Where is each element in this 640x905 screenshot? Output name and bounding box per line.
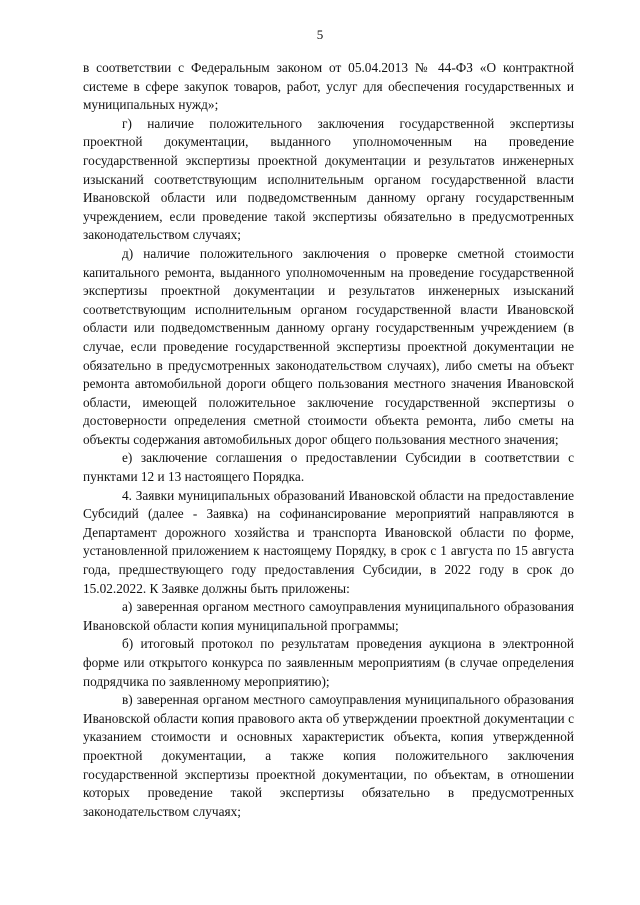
document-body — [83, 59, 574, 821]
paragraph-item-e: е) заключение соглашения о предоставлении Субсидии в соответствии с пунктами 12 и 13 настоящего Порядка. — [83, 450, 574, 485]
paragraph-item-a: а) заверенная органом местного самоуправления муниципального образования Ивановской области копия муниципальной программы; — [83, 599, 574, 633]
paragraph-continuation: в соответствии с Федеральным законом от 05.04.2013 № 44-ФЗ «О контрактной системе в сфере закупок товаров, работ, услуг для обеспечения государственных и муниципальных нужд»; — [83, 60, 574, 113]
paragraph-item-b: б) итоговый протокол по результатам проведения аукциона в электронной форме или открытого конкурса по заявленным мероприятиям (в случае определения подрядчика по заявленному мероприятию); — [83, 636, 574, 689]
page-number: 5 — [316, 27, 324, 42]
paragraph-section-4: 4. Заявки муниципальных образований Ивановской области на предоставление Субсидий (далее - Заявка) на софинансирование мероприятий направляются в Департамент дорожного хозяйства и транспорта Ивановской области по форме, установленной приложением к настоящему Порядку, в срок с 1 августа по 15 августа года, предшествующего году предоставления Субсидии, в 2022 году в срок до 15.02.2022. К Заявке должны быть приложены: — [83, 487, 574, 596]
paragraph-item-v: в) заверенная органом местного самоуправления муниципального образования Ивановской области копия правового акта об утверждении проектной документации с указанием стоимости и основных характеристик объекта, копия утвержденной проектной документации, а также копия положительного заключения государственной экспертизы проектной документации, по объектам, в отношении которых проведение такой экспертизы обязательно в предусмотренных законодательством случаях; — [83, 692, 574, 819]
paragraph-item-g: г) наличие положительного заключения государственной экспертизы проектной документации, выданного уполномоченным на проведение государственной экспертизы проектной документации и результатов инженерных изысканий соответствующим исполнительным органом государственной власти Ивановской области или подведомственным данному органу государственным учреждением, если проведение такой экспертизы обязательно в предусмотренных законодательством случаях; — [83, 115, 574, 243]
paragraph-item-d: д) наличие положительного заключения о проверке сметной стоимости капитального ремонта, выданного уполномоченным на проведение государственной экспертизы проектной документации и результатов инженерных изысканий соответствующим исполнительным органом государственной власти Ивановской области или подведомственным данному органу государственным учреждением (в случае, если проведение государственной экспертизы проектной документации не обязательно в предусмотренных законодательством случаях), либо сметы на объект ремонта автомобильной дороги общего пользования местного значения Ивановской области, имеющей положительное заключение государственной экспертизы о достоверности определения сметной стоимости объекта ремонта, либо сметы на объекты содержания автомобильных дорог общего пользования местного значения; — [83, 245, 574, 447]
